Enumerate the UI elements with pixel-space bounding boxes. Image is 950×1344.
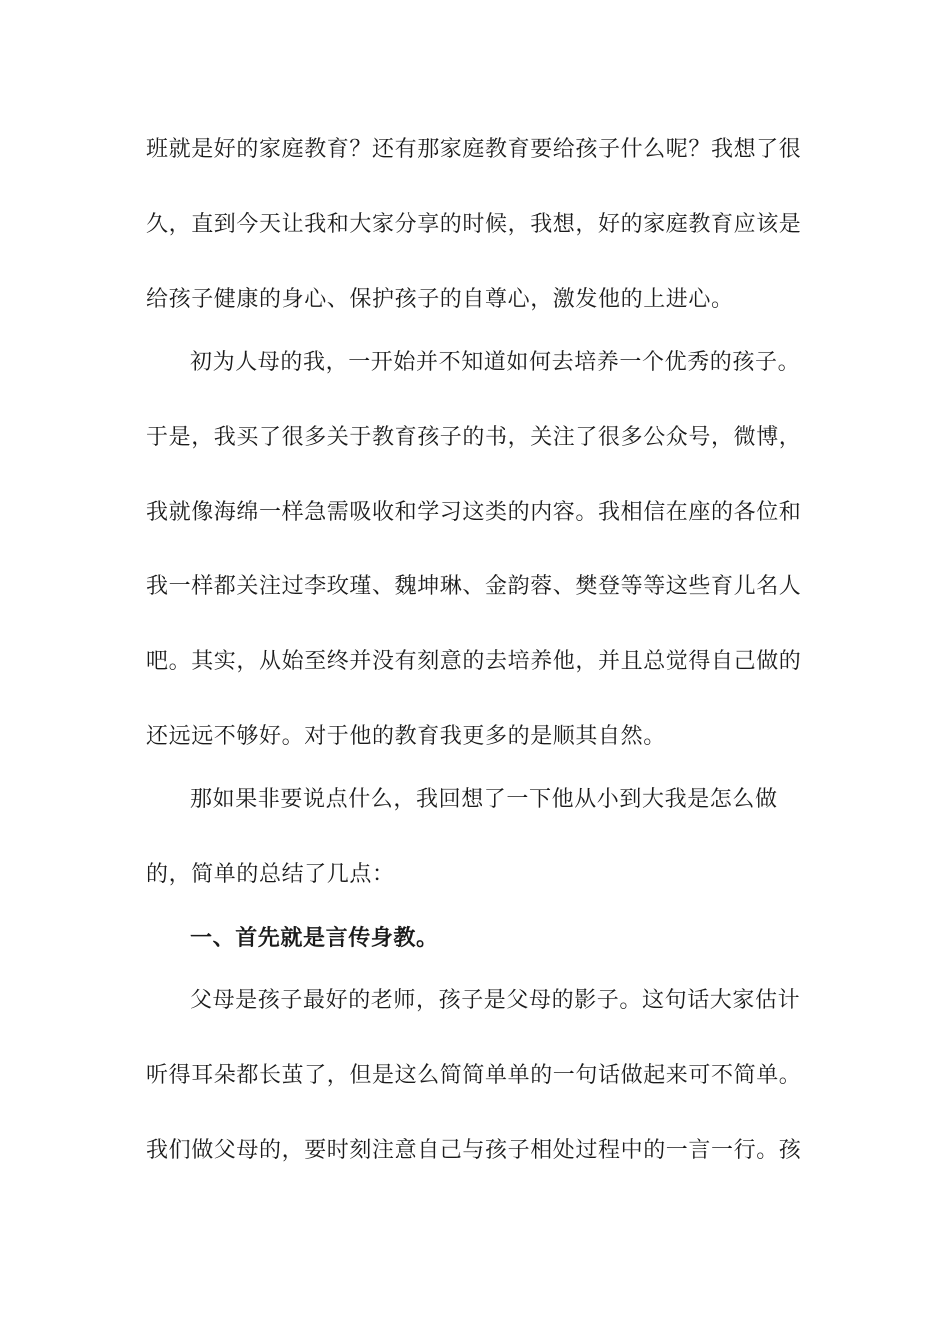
paragraph-first-line: 初为人母的我，一开始并不知道如何去培养一个优秀的孩子。 — [190, 350, 801, 375]
text-line: 我就像海绵一样急需吸收和学习这类的内容。我相信在座的各位和 — [146, 500, 802, 525]
text-line: 给孩子健康的身心、保护孩子的自尊心，激发他的上进心。 — [146, 287, 734, 312]
paragraph-first-line: 父母是孩子最好的老师，孩子是父母的影子。这句话大家估计 — [190, 988, 801, 1013]
text-line: 我们做父母的，要时刻注意自己与孩子相处过程中的一言一行。孩 — [146, 1138, 802, 1163]
text-line: 于是，我买了很多关于教育孩子的书，关注了很多公众号，微博， — [146, 425, 802, 450]
text-line: 还远远不够好。对于他的教育我更多的是顺其自然。 — [146, 724, 666, 749]
text-line: 久，直到今天让我和大家分享的时候，我想，好的家庭教育应该是 — [146, 212, 802, 237]
text-line: 吧。其实，从始至终并没有刻意的去培养他，并且总觉得自己做的 — [146, 649, 802, 674]
section-heading: 一、首先就是言传身教。 — [190, 925, 439, 951]
paragraph-first-line: 那如果非要说点什么，我回想了一下他从小到大我是怎么做 — [190, 787, 778, 812]
text-line: 班就是好的家庭教育？还有那家庭教育要给孩子什么呢？我想了很 — [146, 137, 802, 162]
text-line: 的，简单的总结了几点： — [146, 862, 395, 887]
text-line: 我一样都关注过李玫瑾、魏坤琳、金韵蓉、樊登等等这些育儿名人 — [146, 574, 802, 599]
text-line: 听得耳朵都长茧了，但是这么简简单单的一句话做起来可不简单。 — [146, 1063, 802, 1088]
